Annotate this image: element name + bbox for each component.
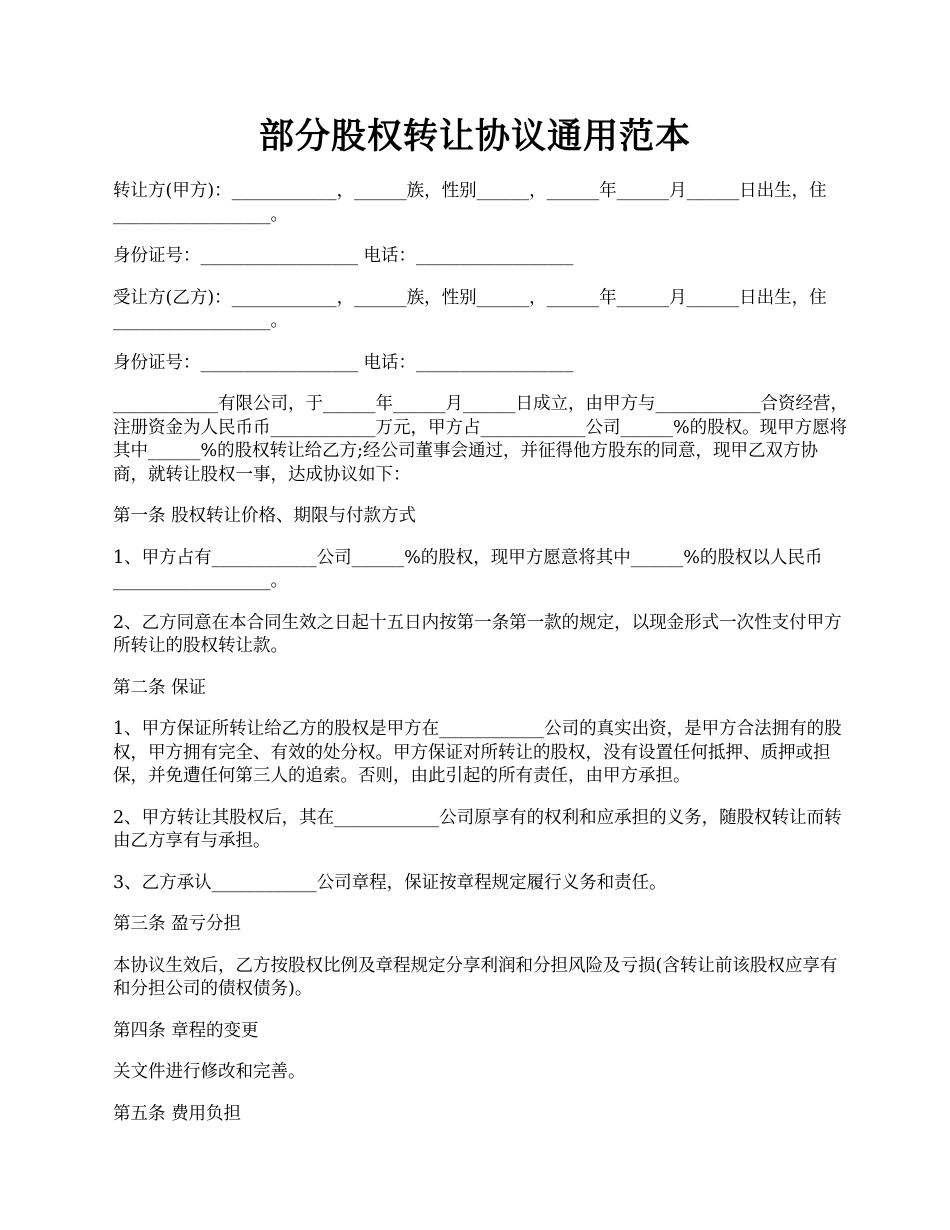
document-body xyxy=(113,180,848,1144)
party-a-id-phone: 身份证号：__________________ 电话：__________________ xyxy=(113,246,574,266)
article-5-heading: 第五条 费用负担 xyxy=(113,1103,242,1124)
party-b-info: 受让方(乙方)：____________，______族，性别______，______年______月______日出生，住__________________。 xyxy=(113,287,827,331)
article-4-body: 关文件进行修改和完善。 xyxy=(113,1062,306,1082)
article-2-clause-3: 3、乙方承认____________公司章程，保证按章程规定履行义务和责任。 xyxy=(113,872,667,893)
party-a-info: 转让方(甲方)：____________，______族，性别______，______年______月______日出生，住__________________。 xyxy=(113,181,827,225)
party-b-id-phone: 身份证号：__________________ 电话：__________________ xyxy=(113,352,574,373)
article-4-heading: 第四条 章程的变更 xyxy=(113,1020,259,1041)
article-2-clause-1: 1、甲方保证所转让给乙方的股权是甲方在____________公司的真实出资，是甲方合法拥有的股权，甲方拥有完全、有效的处分权。甲方保证对所转让的股权，没有设置任何抵押、质押或担保，并免遭任何第三人的追索。否则，由此引起的所有责任，由甲方承担。 xyxy=(113,719,842,786)
article-1-clause-2: 2、乙方同意在本合同生效之日起十五日内按第一条第一款的规定，以现金形式一次性支付甲方所转让的股权转让款。 xyxy=(113,612,842,656)
article-1-clause-1: 1、甲方占有____________公司______%的股权，现甲方愿意将其中______%的股权以人民币__________________。 xyxy=(113,547,823,591)
article-3-heading: 第三条 盈亏分担 xyxy=(113,914,242,934)
article-2-clause-2: 2、甲方转让其股权后，其在____________公司原享有的权利和应承担的义务，随股权转让而转由乙方享有与承担。 xyxy=(113,807,842,851)
company-background: ____________有限公司，于______年______月______日成立，由甲方与____________合资经营，注册资金为人民币币____________万元，甲方占____________公司______%的股权。现甲方愿将其中______%的股权转让给乙方;经公司董事会通过，并征得他方股东的同意，现甲乙双方协商，就转让股权一事，达成协议如下： xyxy=(113,394,848,485)
article-3-body: 本协议生效后，乙方按股权比例及章程规定分享利润和分担风险及亏损(含转让前该股权应享有和分担公司的债权债务)。 xyxy=(113,955,838,999)
article-1-heading: 第一条 股权转让价格、期限与付款方式 xyxy=(113,506,417,526)
document-title: 部分股权转让协议通用范本 xyxy=(258,116,691,157)
article-2-heading: 第二条 保证 xyxy=(113,677,207,698)
